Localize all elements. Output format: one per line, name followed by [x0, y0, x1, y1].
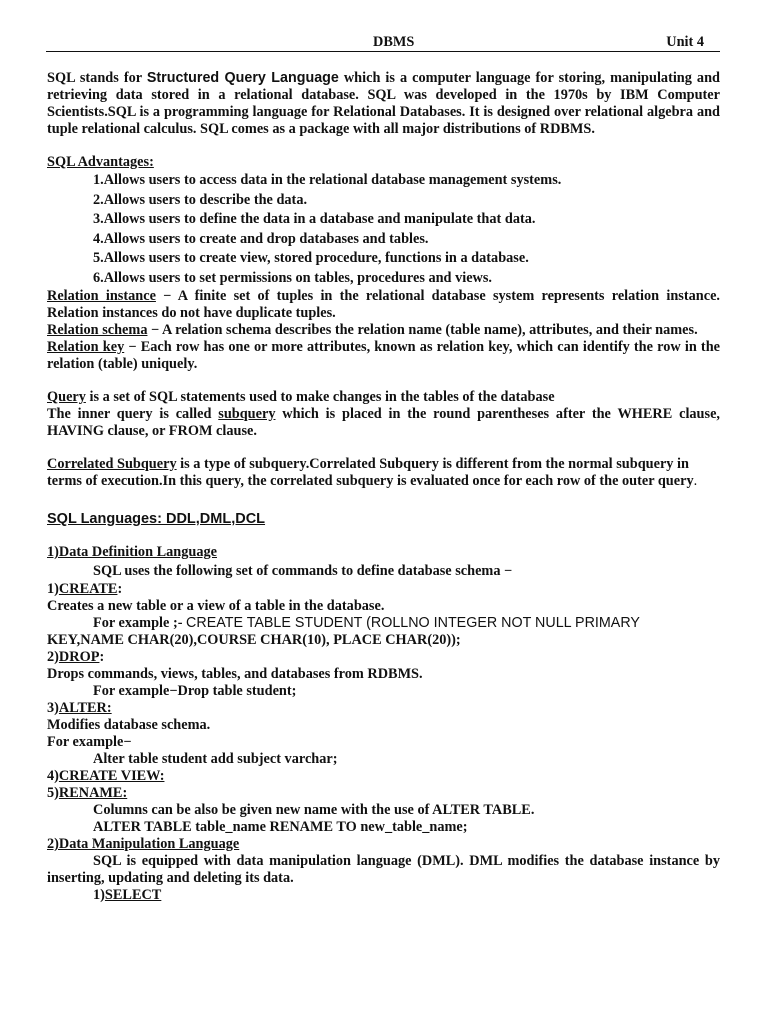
correlated-text: is a type of subquery.Correlated Subquery is different from the normal subquery in terms of execution.In this query, the correlated subquery is evaluated once for each row of the outer query — [47, 456, 694, 489]
ddl-rename-line2: ALTER TABLE table_name RENAME TO new_table_name; — [93, 819, 468, 835]
correlated-end: . — [693, 473, 698, 489]
select-label: SELECT — [104, 887, 162, 903]
subquery-term: subquery — [218, 406, 276, 422]
create-label: CREATE — [58, 581, 118, 597]
advantages-list — [47, 171, 720, 288]
ddl-rename-title — [47, 785, 720, 802]
create-example-prefix: For example ;- — [93, 615, 187, 631]
definition-relation-schema — [47, 322, 720, 339]
advantage-item: 1.Allows users to access data in the relational database management systems. — [93, 172, 562, 188]
advantage-item: 3.Allows users to define the data in a database and manipulate that data. — [93, 211, 536, 227]
alter-number: 3) — [47, 700, 59, 716]
correlated-term: Correlated Subquery — [47, 456, 177, 472]
header-title: DBMS — [373, 34, 415, 50]
advantage-item: 2.Allows users to describe the data. — [93, 191, 308, 208]
header-unit: Unit 4 — [666, 34, 704, 50]
subquery-text-start: The inner query is called — [47, 406, 219, 422]
ddl-rename-line1: Columns can be also be given new name with the use of ALTER TABLE. — [93, 802, 535, 818]
query-term: Query — [47, 389, 86, 405]
advantages-heading: SQL Advantages: — [47, 154, 154, 170]
ddl-heading: 1)Data Definition Language — [47, 544, 217, 560]
create-colon: : — [117, 581, 123, 597]
query-definition — [47, 389, 720, 406]
ddl-intro: SQL uses the following set of commands to define database schema − — [93, 563, 513, 579]
ddl-alter-desc: Modifies database schema. — [47, 717, 211, 733]
definition-relation-key — [47, 339, 720, 373]
dml-heading: 2)Data Manipulation Language — [47, 836, 240, 852]
select-number: 1) — [93, 887, 105, 903]
definition-text: − A relation schema describes the relation name (table name), attributes, and their names. — [147, 322, 698, 338]
definition-text: − A finite set of tuples in the relational database system represents relation instance. Relation instances do not have duplicate tuples. — [47, 288, 720, 321]
create-number: 1) — [47, 581, 59, 597]
query-text: is a set of SQL statements used to make changes in the tables of the database — [85, 389, 555, 405]
document-body — [47, 70, 720, 904]
ddl-create-title — [47, 581, 720, 598]
ddl-create-desc: Creates a new table or a view of a table in the database. — [47, 598, 385, 614]
definition-term: Relation key — [47, 339, 125, 355]
definition-term: Relation schema — [47, 322, 148, 338]
drop-colon: : — [99, 649, 105, 665]
ddl-alter-example: Alter table student add subject varchar; — [93, 751, 338, 767]
advantage-item: 4.Allows users to create and drop databases and tables. — [93, 230, 429, 247]
drop-number: 2) — [47, 649, 59, 665]
languages-heading: SQL Languages: DDL,DML,DCL — [47, 511, 266, 527]
intro-text-start: SQL stands for — [47, 70, 147, 86]
intro-sql-term: Structured Query Language — [146, 70, 339, 86]
ddl-create-view-title — [47, 768, 720, 785]
advantage-item: 5.Allows users to create view, stored procedure, functions in a database. — [93, 250, 529, 266]
alter-label: ALTER: — [58, 700, 112, 716]
dml-select-title — [47, 887, 720, 904]
definition-term: Relation instance — [47, 288, 156, 304]
ddl-drop-title — [47, 649, 720, 666]
correlated-subquery-definition — [47, 456, 720, 490]
ddl-alter-example-label: For example− — [47, 734, 132, 750]
intro-paragraph — [47, 70, 720, 138]
ddl-alter-title — [47, 700, 720, 717]
drop-label: DROP — [58, 649, 100, 665]
definition-relation-instance — [47, 288, 720, 322]
dml-paragraph — [47, 853, 720, 887]
subquery-text-rest: which is placed in the round parentheses after the WHERE clause, HAVING clause, or FROM clause. — [47, 406, 720, 439]
advantage-item: 6.Allows users to set permissions on tables, procedures and views. — [93, 269, 493, 286]
ddl-create-example-cont: KEY,NAME CHAR(20),COURSE CHAR(10), PLACE CHAR(20)); — [47, 632, 461, 648]
subquery-definition — [47, 406, 720, 440]
create-view-label: CREATE VIEW: — [58, 768, 165, 784]
ddl-create-example — [47, 615, 720, 632]
rename-number: 5) — [47, 785, 59, 801]
create-example-code: CREATE TABLE STUDENT (ROLLNO INTEGER NOT NULL PRIMARY — [186, 615, 640, 631]
page-header — [46, 34, 720, 52]
definition-text: − Each row has one or more attributes, known as relation key, which can identify the row in the relation (table) uniquely. — [47, 339, 720, 372]
ddl-drop-example: For example−Drop table student; — [93, 683, 297, 699]
dml-text: SQL is equipped with data manipulation language (DML). DML modifies the database instance by inserting, updating and deleting its data. — [47, 853, 720, 886]
ddl-drop-desc: Drops commands, views, tables, and databases from RDBMS. — [47, 666, 423, 682]
create-view-number: 4) — [47, 768, 59, 784]
intro-text-rest: which is a computer language for storing, manipulating and retrieving data stored in a relational database. SQL was developed in the 1970s by IBM Computer Scientists.SQL is a programming language for Relational Databases. It is designed over relational algebra and tuple relational calculus. SQL comes as a package with all major distributions of RDBMS. — [47, 70, 720, 137]
rename-label: RENAME: — [58, 785, 128, 801]
